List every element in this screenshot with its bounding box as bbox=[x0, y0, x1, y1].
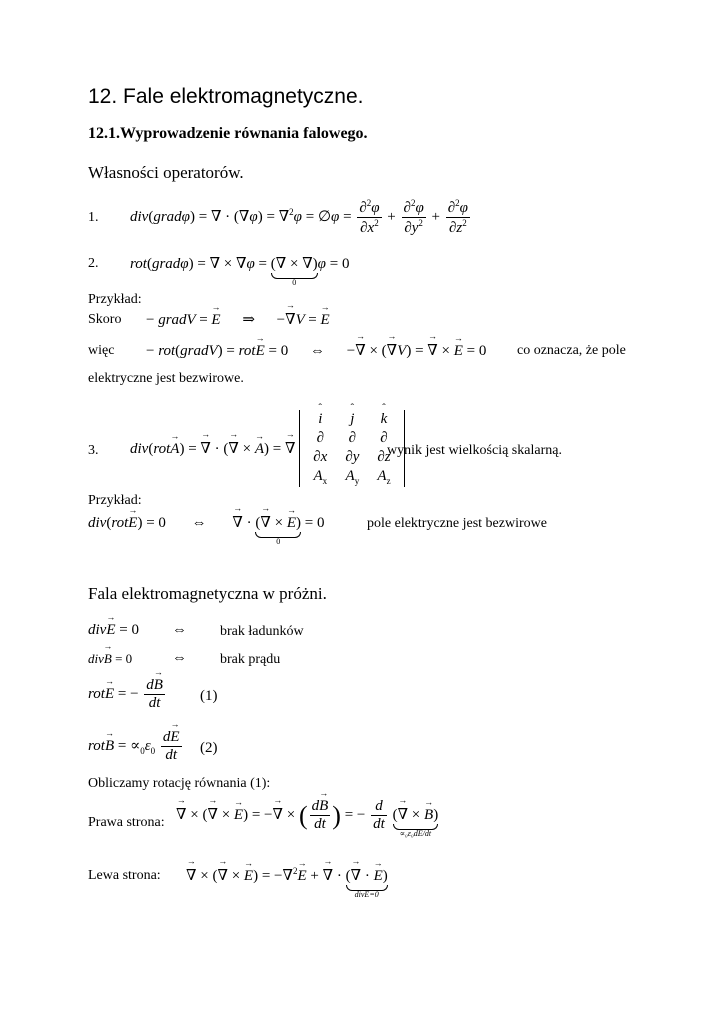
example-label-2: Przykład: bbox=[88, 493, 142, 508]
operators-heading: Własności operatorów. bbox=[88, 163, 244, 182]
lewa-strona-equation: → ∇ × (→ ∇ × → E) = −∇$^2$→ E + → ∇ · (→ ∇ · → E) divE=0 bbox=[186, 866, 388, 885]
underbrace-label: 0 bbox=[276, 537, 281, 546]
wiec-comment: co oznacza, że pole bbox=[517, 343, 626, 358]
equation-1: div(gradφ) = ∇ · (∇φ) = ∇$^2$φ = ∅φ = $\frac{\partial^2\varphi}{\partial x^2}$ + $\frac{\partial^2\varphi}{\partial y^2}$ + $\frac{\partial^2\varphi}{\partial z^2}$ bbox=[130, 198, 468, 237]
wiec-equation: − rot(gradV) = rot→ E = 0 ⇔ −→ ∇ × (→ ∇V) = → ∇ × → E = 0 bbox=[146, 341, 486, 360]
item3-comment: wynik jest wielkością skalarną. bbox=[387, 443, 562, 458]
maxwell-comment-charges: brak ładunków bbox=[220, 624, 304, 639]
skoro-label: Skoro bbox=[88, 312, 122, 327]
equation-3: div(rot→ A) = → ∇ · (→ ∇ × → A) = → ∇ ˆ i ˆ j ˆ k ∂ ∂ ∂ ∂x ∂y ∂z $A_x$ $A_y$ $A_z$ bbox=[130, 410, 405, 487]
iff-symbol-2: ⇔ bbox=[172, 650, 187, 666]
example2-comment: pole elektryczne jest bezwirowe bbox=[367, 516, 547, 531]
chapter-title: 12. Fale elektromagnetyczne. bbox=[88, 85, 364, 108]
item-number-1: 1. bbox=[88, 210, 99, 225]
vacuum-heading: Fala elektromagnetyczna w próżni. bbox=[88, 584, 327, 603]
equation-number-1: (1) bbox=[200, 688, 218, 704]
wiec-label: więc bbox=[88, 343, 115, 358]
item-number-3: 3. bbox=[88, 443, 99, 458]
example2-equation: div(rot→ E) = 0 ⇔ → ∇ · (→ ∇ × → E) 0 = 0 bbox=[88, 513, 325, 532]
underbrace-label: ∝₀ε₀dE/dt bbox=[399, 829, 432, 839]
iff-symbol-1: ⇔ bbox=[172, 622, 187, 638]
lewa-strona-label: Lewa strona: bbox=[88, 868, 161, 883]
prawa-strona-equation: → ∇ × (→ ∇ × → E) = −→ ∇ × ( $\frac{d\to B}{dt}$ ) = − $\frac{d}{dt}$ (→ ∇ × → B) ∝₀ε₀dE/dt bbox=[176, 798, 438, 834]
maxwell-rot-b: $rot\to B = \propto_0\varepsilon_0$ $\frac{d\to E}{dt}$ bbox=[88, 729, 184, 765]
determinant-matrix: ˆ i ˆ j ˆ k ∂ ∂ ∂ ∂x ∂y ∂z $A_x$ $A_y$ $A_z$ bbox=[299, 410, 404, 487]
rotation-text: Obliczamy rotację równania (1): bbox=[88, 776, 271, 791]
item-number-2: 2. bbox=[88, 256, 99, 271]
underbrace-label: divE=0 bbox=[354, 890, 379, 899]
maxwell-comment-current: brak prądu bbox=[220, 652, 281, 667]
underbrace-label: 0 bbox=[292, 278, 297, 287]
maxwell-div-e: div→ E = 0 bbox=[88, 622, 139, 639]
example-label-1: Przykład: bbox=[88, 292, 142, 307]
prawa-strona-label: Prawa strona: bbox=[88, 815, 165, 830]
wiec-comment-continued: elektryczne jest bezwirowe. bbox=[88, 371, 244, 386]
section-title: 12.1.Wyprowadzenie równania falowego. bbox=[88, 125, 368, 142]
maxwell-rot-e: rot→ E = − $\frac{d\to B}{dt}$ bbox=[88, 677, 167, 713]
maxwell-div-b: div→ B = 0 bbox=[88, 651, 132, 667]
equation-number-2: (2) bbox=[200, 740, 218, 756]
equation-2: rot(gradφ) = ∇ × ∇φ = (∇ × ∇) 0 φ = 0 bbox=[130, 256, 350, 287]
skoro-equation: − gradV = → E ⇒ −→ ∇V = → E bbox=[146, 310, 330, 329]
